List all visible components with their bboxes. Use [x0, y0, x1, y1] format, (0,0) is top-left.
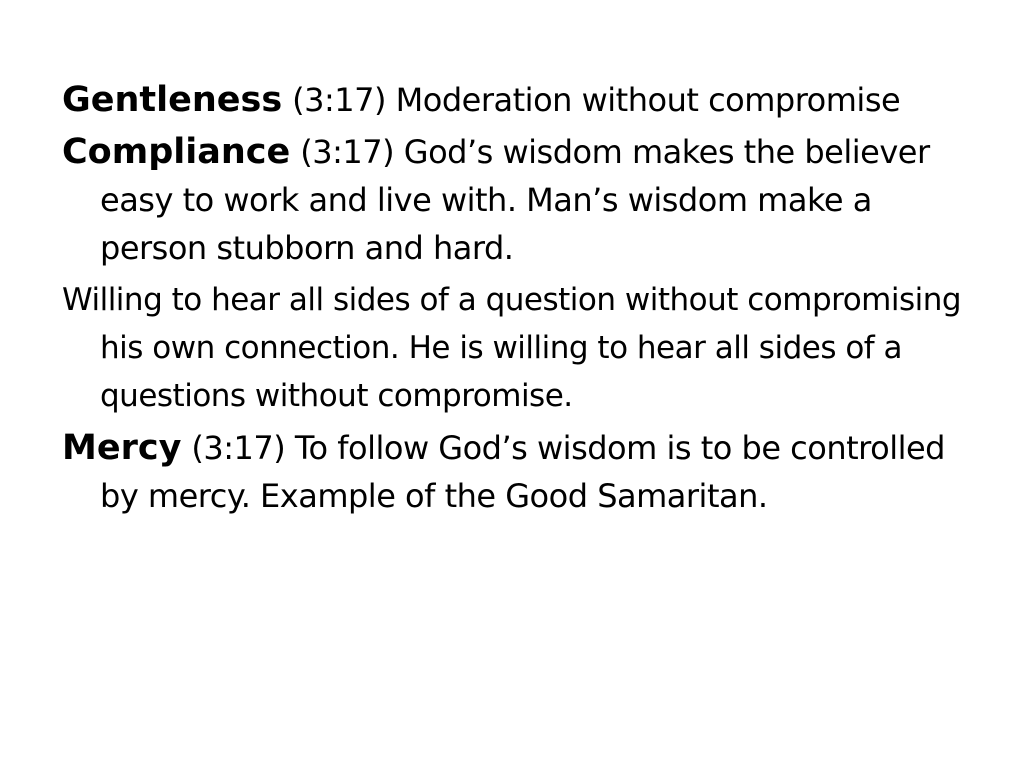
- paragraph-mercy: [62, 424, 962, 520]
- description-mercy: (3:17) To follow God’s wisdom is to be controlled by mercy. Example of the Good Samaritan.: [100, 429, 945, 515]
- term-compliance: Compliance: [62, 132, 291, 172]
- paragraph-willing: [62, 276, 962, 420]
- description-compliance: (3:17) God’s wisdom makes the believer easy to work and live with. Man’s wisdom make a person stubborn and hard.: [100, 133, 930, 267]
- paragraph-gentleness: [62, 76, 962, 124]
- description-willing: Willing to hear all sides of a question without compromising his own connection. He is willing to hear all sides of a questions without compromise.: [62, 282, 962, 414]
- term-gentleness: Gentleness: [62, 80, 283, 120]
- description-gentleness: (3:17) Moderation without compromise: [292, 81, 901, 119]
- paragraph-compliance: [62, 128, 962, 272]
- slide-body: [62, 76, 962, 524]
- term-mercy: Mercy: [62, 428, 182, 468]
